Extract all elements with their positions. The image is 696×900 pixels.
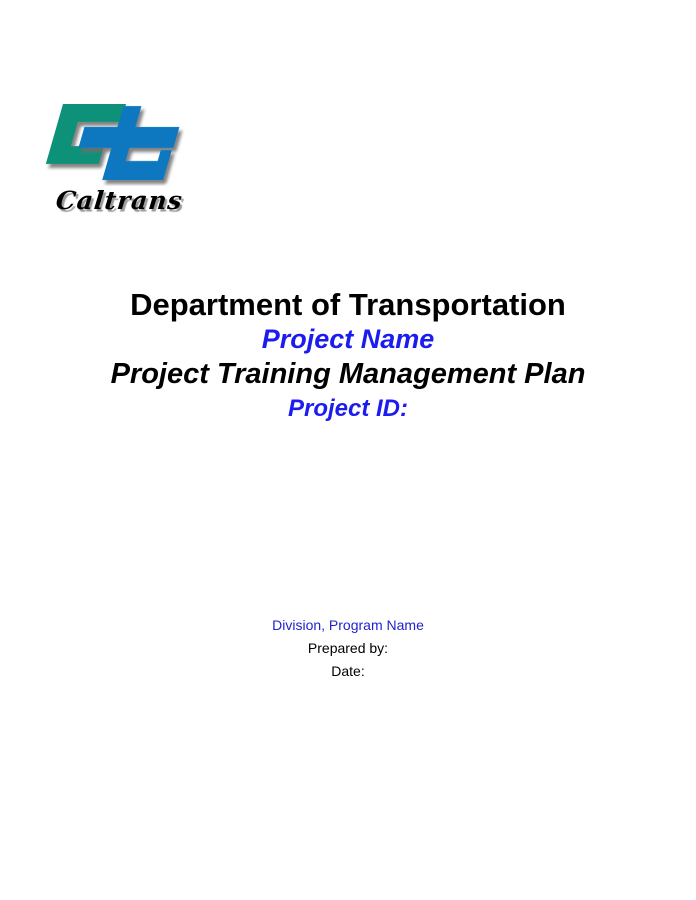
details-block <box>0 614 696 683</box>
caltrans-wordmark: Caltrans <box>54 186 185 215</box>
caltrans-logo <box>45 102 195 215</box>
plan-title: Project Training Management Plan <box>110 358 586 390</box>
division-program-label: Division, Program Name <box>272 617 424 633</box>
department-title: Department of Transportation <box>130 287 566 322</box>
date-label: Date: <box>331 663 365 679</box>
project-name-title: Project Name <box>261 324 435 354</box>
title-block <box>0 287 696 425</box>
project-id-label: Project ID: <box>287 395 409 422</box>
caltrans-ct-logo-icon <box>45 102 191 186</box>
prepared-by-label: Prepared by: <box>307 640 389 656</box>
